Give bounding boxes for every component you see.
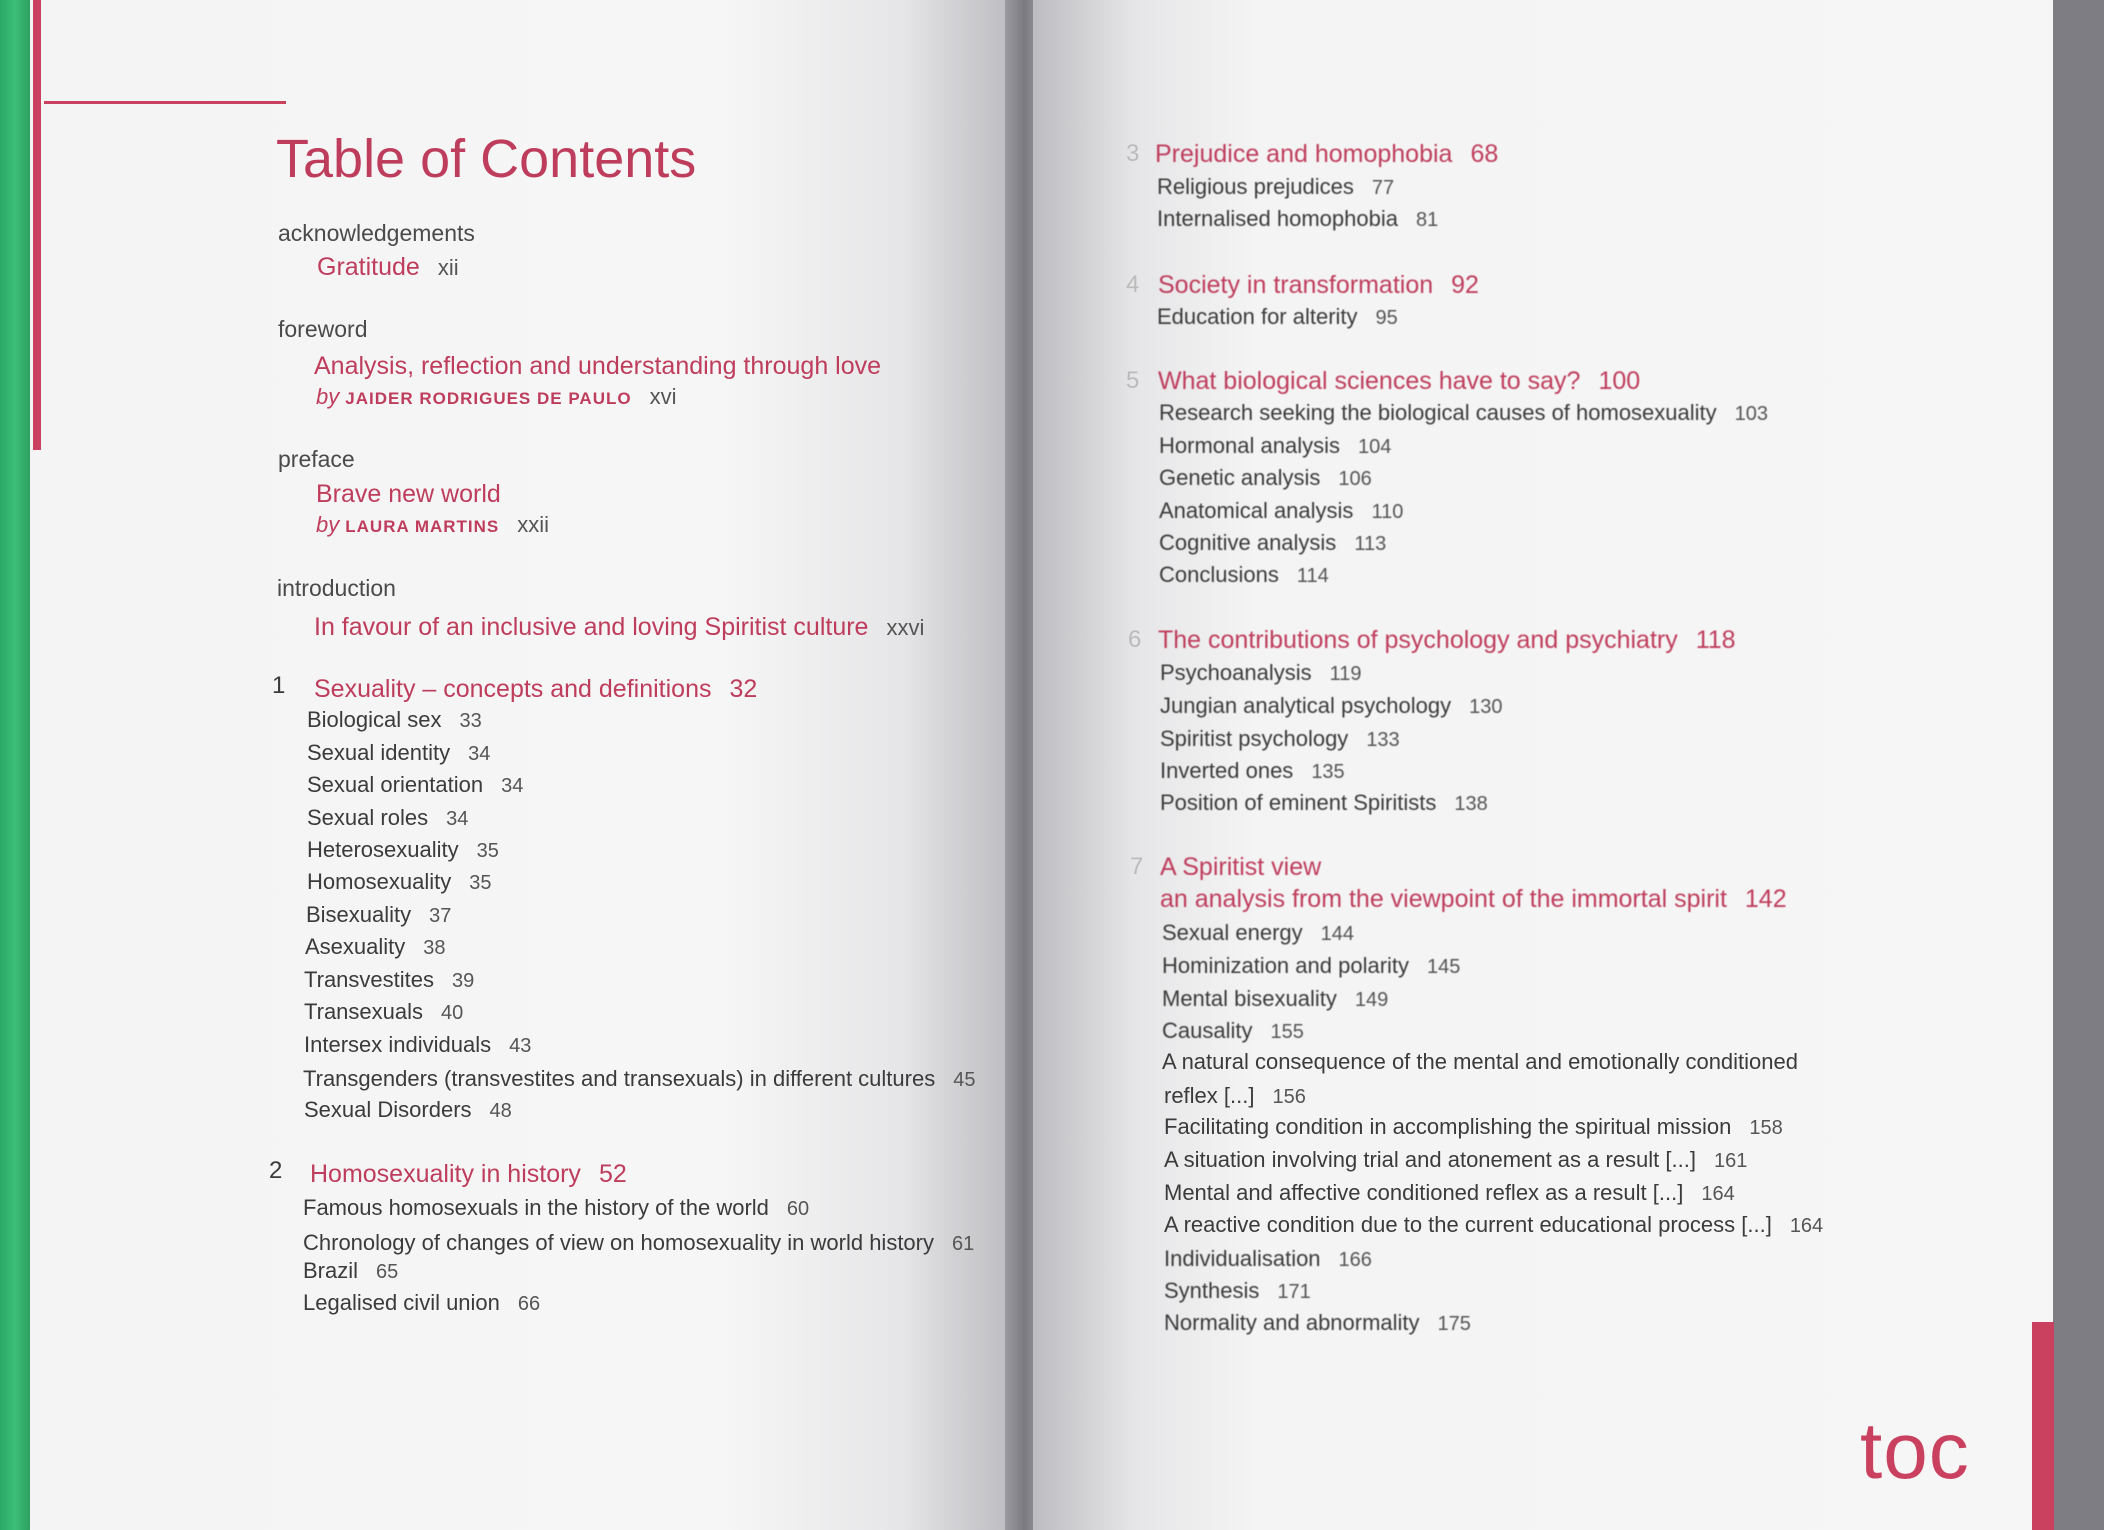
toc-item[interactable]: Research seeking the biological causes of homosexuality 103 <box>1159 400 1769 425</box>
toc-item[interactable]: Famous homosexuals in the history of the world 60 <box>303 1195 810 1220</box>
toc-item[interactable]: Causality 155 <box>1162 1018 1304 1043</box>
chapter-title[interactable]: Homosexuality in history 52 <box>310 1160 627 1188</box>
toc-item[interactable]: Mental bisexuality 149 <box>1162 986 1389 1011</box>
toc-item[interactable]: Bisexuality 37 <box>306 902 452 927</box>
toc-item[interactable]: Legalised civil union 66 <box>303 1290 541 1315</box>
toc-item[interactable]: A natural consequence of the mental and emotionally conditioned <box>1162 1049 1798 1074</box>
toc-entry-introduction[interactable]: In favour of an inclusive and loving Spiritist culture xxvi <box>314 613 925 641</box>
toc-item[interactable]: Facilitating condition in accomplishing the spiritual mission 158 <box>1164 1114 1783 1139</box>
toc-item[interactable]: Heterosexuality 35 <box>307 837 499 862</box>
toc-item[interactable]: Spiritist psychology 133 <box>1160 726 1400 751</box>
toc-item[interactable]: Synthesis 171 <box>1164 1278 1311 1303</box>
book-cover-edge <box>0 0 30 1530</box>
foreword-byline: by JAIDER RODRIGUES DE PAULO xvi <box>316 384 677 409</box>
toc-item[interactable]: Biological sex 33 <box>307 707 482 732</box>
section-acknowledgements: acknowledgements <box>278 220 475 246</box>
toc-item[interactable]: Intersex individuals 43 <box>304 1032 532 1057</box>
right-page-edge <box>2053 0 2104 1530</box>
chapter-number: 3 <box>1126 140 1140 167</box>
toc-item[interactable]: Inverted ones 135 <box>1160 758 1345 783</box>
toc-item[interactable]: Transgenders (transvestites and transexuals) in different cultures 45 <box>303 1066 976 1091</box>
toc-item[interactable]: Hormonal analysis 104 <box>1159 433 1392 458</box>
toc-item[interactable]: Genetic analysis 106 <box>1159 465 1372 490</box>
toc-item[interactable]: Hominization and polarity 145 <box>1162 953 1461 978</box>
toc-item[interactable]: Internalised homophobia 81 <box>1157 206 1439 231</box>
toc-item[interactable]: Chronology of changes of view on homosexuality in world history 61 <box>303 1230 975 1255</box>
chapter-title[interactable]: Society in transformation 92 <box>1158 271 1479 299</box>
toc-item[interactable]: Conclusions 114 <box>1159 562 1329 587</box>
toc-item-continued[interactable]: reflex [...] 156 <box>1164 1083 1306 1108</box>
chapter-subtitle[interactable]: an analysis from the viewpoint of the immortal spirit 142 <box>1160 885 1787 913</box>
toc-item[interactable]: Individualisation 166 <box>1164 1246 1372 1271</box>
preface-byline: by LAURA MARTINS xxii <box>316 512 550 537</box>
chapter-title[interactable]: Prejudice and homophobia 68 <box>1155 140 1499 168</box>
chapter-number: 7 <box>1130 853 1144 880</box>
chapter-title[interactable]: A Spiritist view <box>1160 853 1322 881</box>
chapter-title[interactable]: What biological sciences have to say? 100 <box>1158 367 1641 395</box>
toc-entry-foreword[interactable]: Analysis, reflection and understanding through love <box>314 352 882 380</box>
toc-item[interactable]: Psychoanalysis 119 <box>1160 660 1362 685</box>
toc-item[interactable]: Sexual Disorders 48 <box>304 1097 512 1122</box>
chapter-title[interactable]: Sexuality – concepts and definitions 32 <box>314 675 758 703</box>
toc-item[interactable]: Education for alterity 95 <box>1157 304 1398 329</box>
section-foreword: foreword <box>278 316 368 342</box>
toc-item[interactable]: Transexuals 40 <box>304 999 464 1024</box>
toc-item[interactable]: Normality and abnormality 175 <box>1164 1310 1471 1335</box>
right-red-bar <box>2032 1322 2054 1530</box>
section-corner-label: toc <box>1860 1406 1970 1495</box>
toc-item[interactable]: Homosexuality 35 <box>307 869 492 894</box>
toc-item[interactable]: Sexual identity 34 <box>307 740 491 765</box>
toc-item[interactable]: Mental and affective conditioned reflex as a result [...] 164 <box>1164 1180 1735 1205</box>
toc-item[interactable]: Cognitive analysis 113 <box>1159 530 1387 555</box>
toc-item[interactable]: Anatomical analysis 110 <box>1159 498 1404 523</box>
toc-item[interactable]: Transvestites 39 <box>304 967 475 992</box>
chapter-number: 5 <box>1126 367 1140 394</box>
toc-item[interactable]: Religious prejudices 77 <box>1157 174 1395 199</box>
toc-item[interactable]: Sexual roles 34 <box>307 805 469 830</box>
left-red-bar <box>33 0 41 450</box>
toc-entry-preface[interactable]: Brave new world <box>316 480 501 508</box>
toc-item[interactable]: Asexuality 38 <box>305 934 446 959</box>
toc-item[interactable]: Sexual orientation 34 <box>307 772 524 797</box>
toc-entry-gratitude[interactable]: Gratitude xii <box>317 253 459 281</box>
section-introduction: introduction <box>277 575 396 601</box>
chapter-number: 6 <box>1128 626 1142 653</box>
chapter-title[interactable]: The contributions of psychology and psychiatry 118 <box>1158 626 1736 654</box>
toc-item[interactable]: Brazil 65 <box>303 1258 399 1283</box>
chapter-number: 1 <box>272 672 286 699</box>
chapter-number: 2 <box>269 1157 283 1184</box>
toc-item[interactable]: Position of eminent Spiritists 138 <box>1160 790 1488 815</box>
toc-item[interactable]: Jungian analytical psychology 130 <box>1160 693 1503 718</box>
toc-item[interactable]: A situation involving trial and atonement as a result [...] 161 <box>1164 1147 1748 1172</box>
chapter-number: 4 <box>1126 271 1140 298</box>
section-preface: preface <box>278 446 355 472</box>
toc-item[interactable]: Sexual energy 144 <box>1162 920 1355 945</box>
toc-item[interactable]: A reactive condition due to the current educational process [...] 164 <box>1164 1212 1824 1237</box>
page-title: Table of Contents <box>276 129 697 189</box>
left-red-rule <box>44 101 286 104</box>
